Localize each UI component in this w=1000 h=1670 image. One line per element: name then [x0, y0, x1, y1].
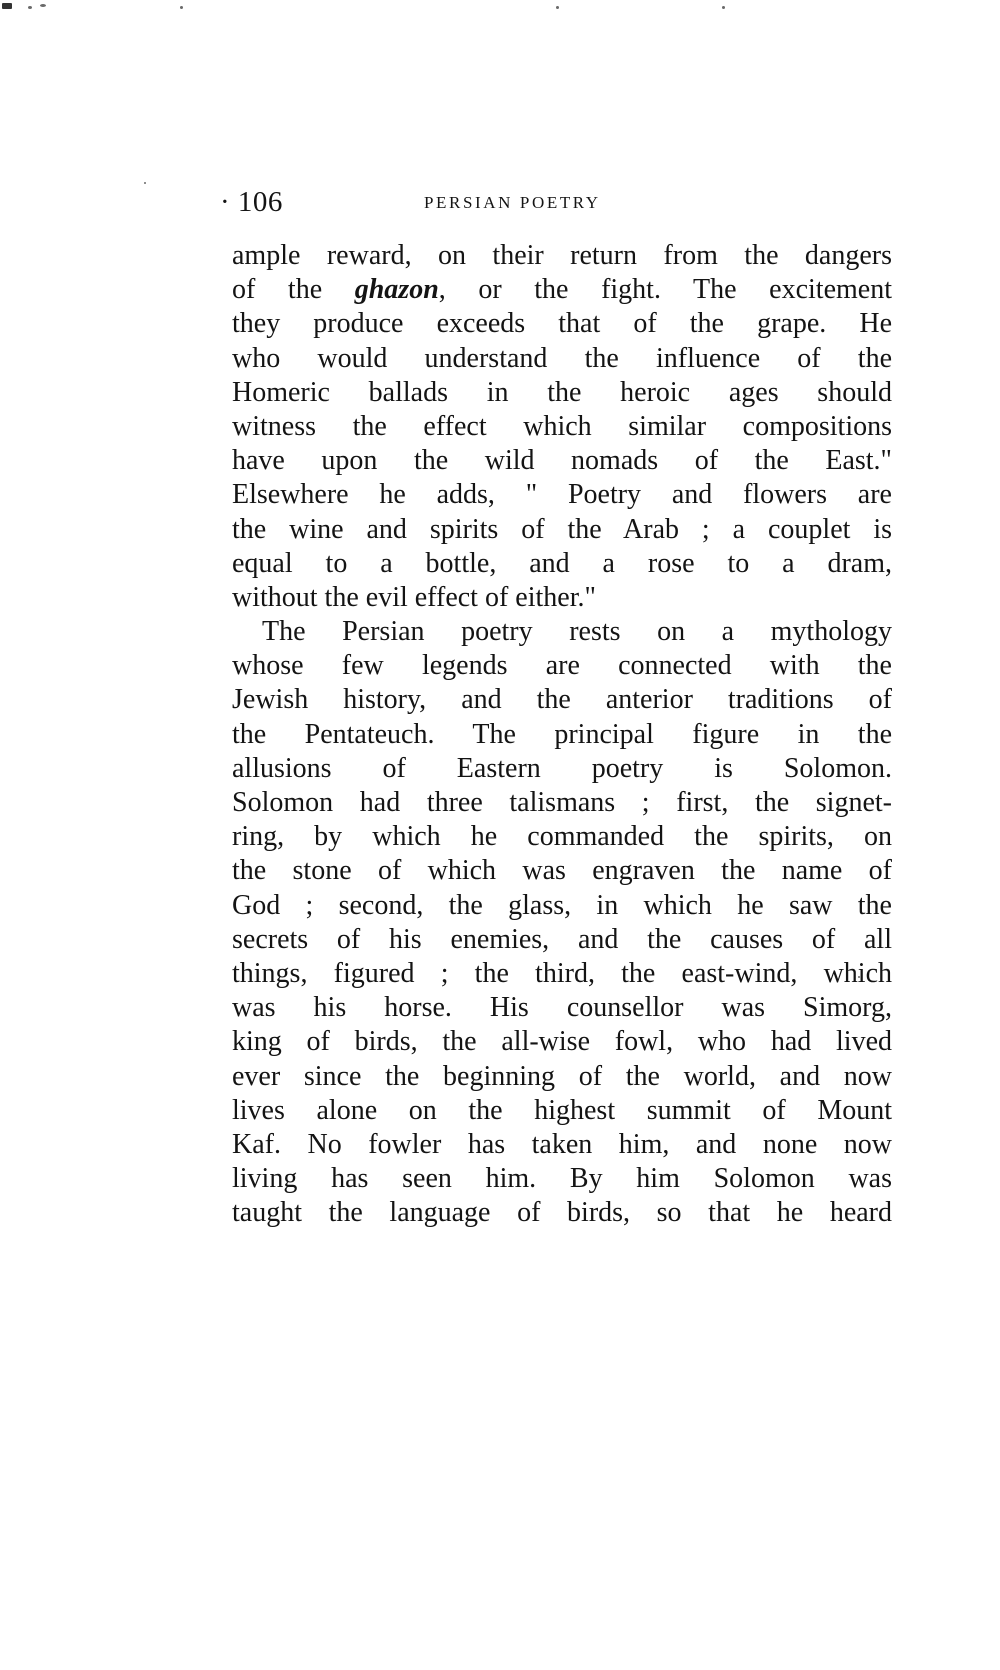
scan-speck	[2, 3, 12, 9]
text-line: lives alone on the highest summit of Mount	[232, 1094, 892, 1126]
scan-speck	[28, 6, 32, 9]
text-line: who would understand the influence of the	[232, 342, 892, 374]
text-line: of the ghazon, or the fight. The excitement	[232, 274, 892, 306]
text-line: Elsewhere he adds, " Poetry and flowers are	[232, 479, 892, 511]
text-line: Homeric ballads in the heroic ages should	[232, 376, 892, 408]
text-line: ample reward, on their return from the dangers	[232, 240, 892, 271]
text-line: have upon the wild nomads of the East."	[232, 445, 892, 477]
text-line: Solomon had three talismans ; first, the signet-	[232, 787, 892, 818]
text-line: Kaf. No fowler has taken him, and none now	[232, 1128, 892, 1160]
body-text	[232, 239, 892, 1230]
text-line: Jewish history, and the anterior traditions of	[232, 684, 892, 716]
scan-speck	[556, 6, 559, 9]
text-line: whose few legends are connected with the	[232, 650, 892, 682]
text-line: God ; second, the glass, in which he saw the	[232, 889, 892, 921]
text-line: living has seen him. By him Solomon was	[232, 1163, 892, 1195]
page-number: · 106	[220, 186, 283, 218]
text-line: the wine and spirits of the Arab ; a couplet is	[232, 513, 892, 545]
text-line: without the evil effect of either."	[232, 581, 596, 613]
text-line: the Pentateuch. The principal figure in the	[232, 718, 892, 750]
text-line: taught the language of birds, so that he heard	[232, 1197, 892, 1229]
text-line: was his horse. His counsellor was Simorg,	[232, 992, 892, 1024]
italic-word: ghazon	[354, 274, 439, 306]
text-line: ever since the beginning of the world, and now	[232, 1060, 892, 1092]
text-line: secrets of his enemies, and the causes of all	[232, 923, 892, 955]
text-line: allusions of Eastern poetry is Solomon.	[232, 752, 892, 784]
scan-speck	[722, 6, 725, 9]
text-line: the stone of which was engraven the name of	[232, 855, 892, 887]
text-line: equal to a bottle, and a rose to a dram,	[232, 547, 892, 579]
text-line: ring, by which he commanded the spirits, on	[232, 821, 892, 853]
running-title: PERSIAN POETRY	[424, 193, 601, 212]
page-header	[198, 186, 898, 220]
text-line: king of birds, the all-wise fowl, who had lived	[232, 1026, 892, 1058]
scan-speck	[180, 6, 183, 9]
text-line: The Persian poetry rests on a mythology	[262, 616, 892, 648]
text-line: witness the effect which similar compositions	[232, 410, 892, 442]
scan-speck	[144, 182, 146, 184]
scan-speck	[40, 4, 46, 7]
text-line: they produce exceeds that of the grape. He	[232, 308, 892, 340]
text-line: things, figured ; the third, the east-wind, which	[232, 957, 892, 989]
